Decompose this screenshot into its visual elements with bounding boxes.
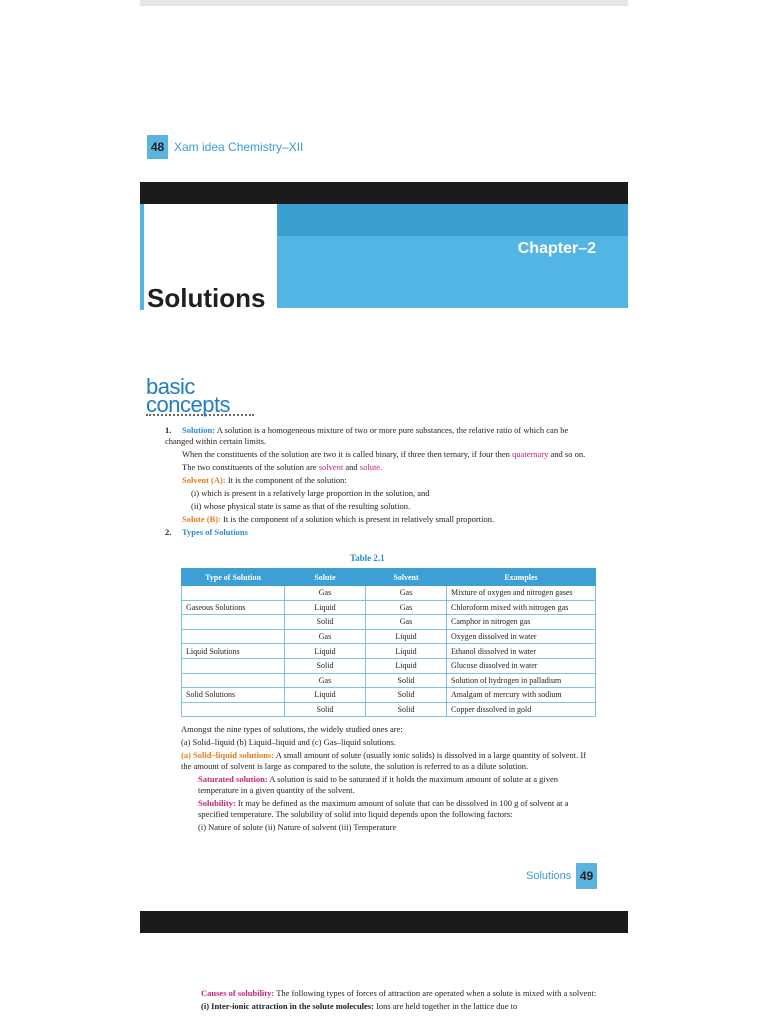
- solvent-point-i: (i) which is present in a relatively large proportion in the solution, and: [191, 488, 430, 498]
- table-row: Gas Solid Solution of hydrogen in palladium: [182, 673, 596, 688]
- footer-page-number: 49: [576, 863, 597, 889]
- solubility-paragraph: Solubility: It may be defined as the maximum amount of solute that can be dissolved in 100 g of solvent at a specified temperature. The solubility of solid into liquid depends upon the following factors:: [198, 798, 569, 819]
- causes-of-solubility: Causes of solubility: The following types of forces of attraction are operated when a solute is mixed with a solvent:: [201, 988, 597, 998]
- item-1-binary: When the constituents of the solution are two it is called binary, if three then ternary, if four then quaternary and so on.: [182, 449, 586, 459]
- table-title: Table 2.1: [350, 553, 385, 563]
- chapter-banner-top: [277, 204, 628, 236]
- solute-definition: Solute (B): It is the component of a solution which is present in relatively small proportion.: [182, 514, 495, 524]
- item-2: 2. Types of Solutions: [165, 527, 248, 537]
- next-page-header-bar: [140, 911, 628, 933]
- solubility-factors: (i) Nature of solute (ii) Nature of solvent (iii) Temperature: [198, 822, 397, 832]
- next-page-text: [201, 988, 597, 1014]
- studied-types-list: (a) Solid–liquid (b) Liquid–liquid and (c) Gas–liquid solutions.: [181, 737, 396, 747]
- basic-concepts-logo: [146, 374, 231, 417]
- col-solute: Solute: [285, 569, 366, 586]
- logo-line-1: basic: [146, 374, 195, 399]
- col-solvent: Solvent: [366, 569, 447, 586]
- types-of-solutions-table: [181, 568, 596, 717]
- studied-types-intro: Amongst the nine types of solutions, the widely studied ones are:: [181, 724, 403, 734]
- chapter-label: Chapter–2: [517, 240, 596, 257]
- title-accent-strip: [140, 204, 144, 310]
- chapter-title: Solutions: [147, 283, 266, 313]
- inter-ionic-attraction: (i) Inter-ionic attraction in the solute molecules: Ions are held together in the lattice due to: [201, 1001, 518, 1011]
- book-title: Xam idea Chemistry–XII: [174, 140, 304, 154]
- item-1-constituents: The two constituents of the solution are solvent and solute.: [182, 462, 383, 472]
- col-type: Type of Solution: [182, 569, 285, 586]
- solvent-point-ii: (ii) whose physical state is same as that of the resulting solution.: [191, 501, 411, 511]
- col-examples: Examples: [447, 569, 596, 586]
- solid-liquid-paragraph: (a) Solid–liquid solutions: A small amount of solute (usually ionic solids) is dissolved in a large quantity of solvent. If the amount of solvent is large as compared to the solute, the solution is referred to as a dilute solution.: [181, 750, 587, 771]
- table-row: Gaseous Solutions Liquid Gas Chloroform mixed with nitrogen gas: [182, 600, 596, 615]
- logo-dotted-rule: [146, 414, 254, 416]
- group-label: Gaseous Solutions: [182, 600, 285, 615]
- group-label: Solid Solutions: [182, 688, 285, 703]
- table-header-row: [182, 569, 596, 586]
- footer-label: Solutions: [526, 870, 572, 882]
- top-page-edge: [140, 0, 628, 6]
- group-label: Liquid Solutions: [182, 644, 285, 659]
- item-1: 1. Solution: A solution is a homogeneous mixture of two or more pure substances, the relative ratio of which can be changed within certain limits.: [165, 425, 569, 446]
- table-row: Liquid Solutions Liquid Liquid Ethanol dissolved in water: [182, 644, 596, 659]
- concepts-list: [165, 425, 597, 540]
- saturated-solution-paragraph: Saturated solution: A solution is said to be saturated if it holds the maximum amount of solute at a given temperature in a given quantity of the solvent.: [198, 774, 559, 795]
- solvent-definition: Solvent (A): It is the component of the solution:: [182, 475, 347, 485]
- table-row: Solid Solid Copper dissolved in gold: [182, 702, 596, 717]
- table-row: Solid Liquid Glucose dissolved in water: [182, 658, 596, 673]
- solution-types-text: [181, 724, 597, 835]
- table-row: Solid Solutions Liquid Solid Amalgam of mercury with sodium: [182, 688, 596, 703]
- chapter-header-bar: [140, 182, 628, 204]
- page-number-badge: 48: [147, 135, 168, 159]
- table-row: Solid Gas Camphor in nitrogen gas: [182, 615, 596, 630]
- table-row: Gas Gas Mixture of oxygen and nitrogen gases: [182, 586, 596, 601]
- table-row: Gas Liquid Oxygen dissolved in water: [182, 629, 596, 644]
- logo-line-2: concepts: [146, 392, 231, 417]
